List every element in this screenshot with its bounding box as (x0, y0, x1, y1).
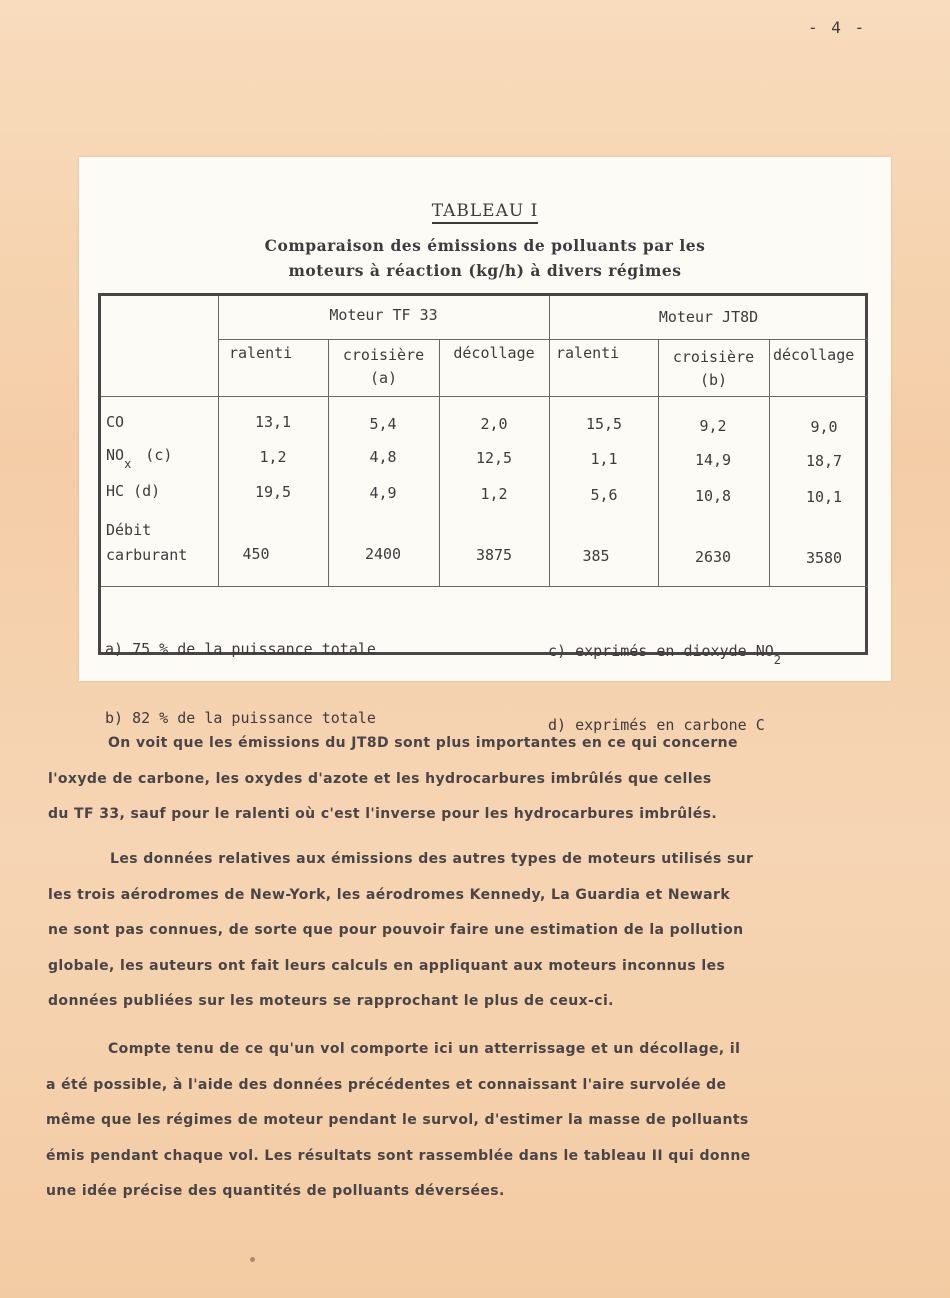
table-cell: 3580 (805, 549, 843, 567)
table-cell: 15,5 (585, 415, 623, 433)
table-cell: 10,8 (694, 487, 732, 505)
row-label-debit: Débit carburant (106, 521, 188, 564)
table-cell: 1,1 (590, 450, 618, 468)
regime-header: croisière (b) (672, 348, 755, 389)
table-cell: 1,2 (480, 485, 508, 503)
table-cell: 4,9 (369, 484, 397, 502)
regime-header: décollage (453, 344, 535, 362)
row-label-nox: $NO_x$ (c) (106, 446, 173, 471)
row-label-co: CO (106, 413, 125, 431)
table-cell: 2400 (364, 545, 402, 563)
engine-header-tf33: Moteur TF 33 (329, 306, 438, 324)
table-cell: 2630 (694, 548, 732, 566)
table-cell: 12,5 (475, 449, 513, 467)
engine-header-jt8d: Moteur JT8D (658, 308, 759, 326)
table-cell: 450 (242, 545, 270, 563)
paragraph-3: Compte tenu de ce qu'un vol comporte ici un atterrissage et un décollage, il a été possible, à l'aide des données précédentes et connaissant l'aire survolée de même que les régimes de moteur pendant le survol, d'estimer la masse de polluants émis pendant chaque vol. Les résultats sont rassemblée dans le tableau II qui donne une idée précise des quantités de polluants déversées. (46, 1041, 751, 1199)
paragraph-1: On voit que les émissions du JT8D sont plus importantes en ce qui concerne l'oxyde de carbone, les oxydes d'azote et les hydrocarbures imbrûlés que celles du TF 33, sauf pour le ralenti où c'est l'inverse pour les hydrocarbures imbrûlés. (48, 735, 738, 822)
table-cell: 1,2 (259, 448, 287, 466)
table-cell: 5,4 (369, 415, 397, 433)
regime-header: ralenti (229, 344, 293, 362)
regime-header: croisière (a) (342, 346, 425, 387)
table-cell: 4,8 (369, 448, 397, 466)
table-cell: 385 (582, 547, 610, 565)
paragraph-2: Les données relatives aux émissions des autres types de moteurs utilisés sur les trois aérodromes de New-York, les aérodromes Kennedy, La Guardia et Newark ne sont pas connues, de sorte que pour pouvoir faire une estimation de la pollution globale, les auteurs ont fait leurs calculs en appliquant aux moteurs inconnus les données publiées sur les moteurs se rapprochant le plus de ceux-ci. (48, 851, 754, 1009)
table-title: TABLEAU I (79, 201, 891, 221)
paper-speck (250, 1257, 255, 1262)
table-notes-right: c) exprimés en dioxyde $NO_2$ d) exprimés en carbone C (548, 642, 782, 734)
table-cell: 9,0 (810, 418, 838, 436)
table-cell: 13,1 (254, 413, 292, 431)
table-cell: 18,7 (805, 452, 843, 470)
table-cell: 14,9 (694, 451, 732, 469)
table-cell: 5,6 (590, 486, 618, 504)
regime-header: ralenti (556, 344, 620, 362)
table-caption: Comparaison des émissions de polluants par les moteurs à réaction (kg/h) à divers régimes (264, 236, 706, 280)
table-cell: 3875 (475, 546, 513, 564)
pasted-table-card (79, 157, 891, 734)
page-number: - 4 - (808, 18, 867, 37)
table-notes-left: a) 75 % de la puissance totale b) 82 % de la puissance totale (105, 640, 376, 727)
table-cell: 10,1 (805, 488, 843, 506)
table-cell: 2,0 (480, 415, 508, 433)
table-cell: 9,2 (699, 417, 727, 435)
emissions-table (98, 293, 868, 734)
table-cell: 19,5 (254, 483, 292, 501)
row-label-hc: HC (d) (106, 482, 161, 500)
regime-header: décollage (773, 346, 855, 364)
